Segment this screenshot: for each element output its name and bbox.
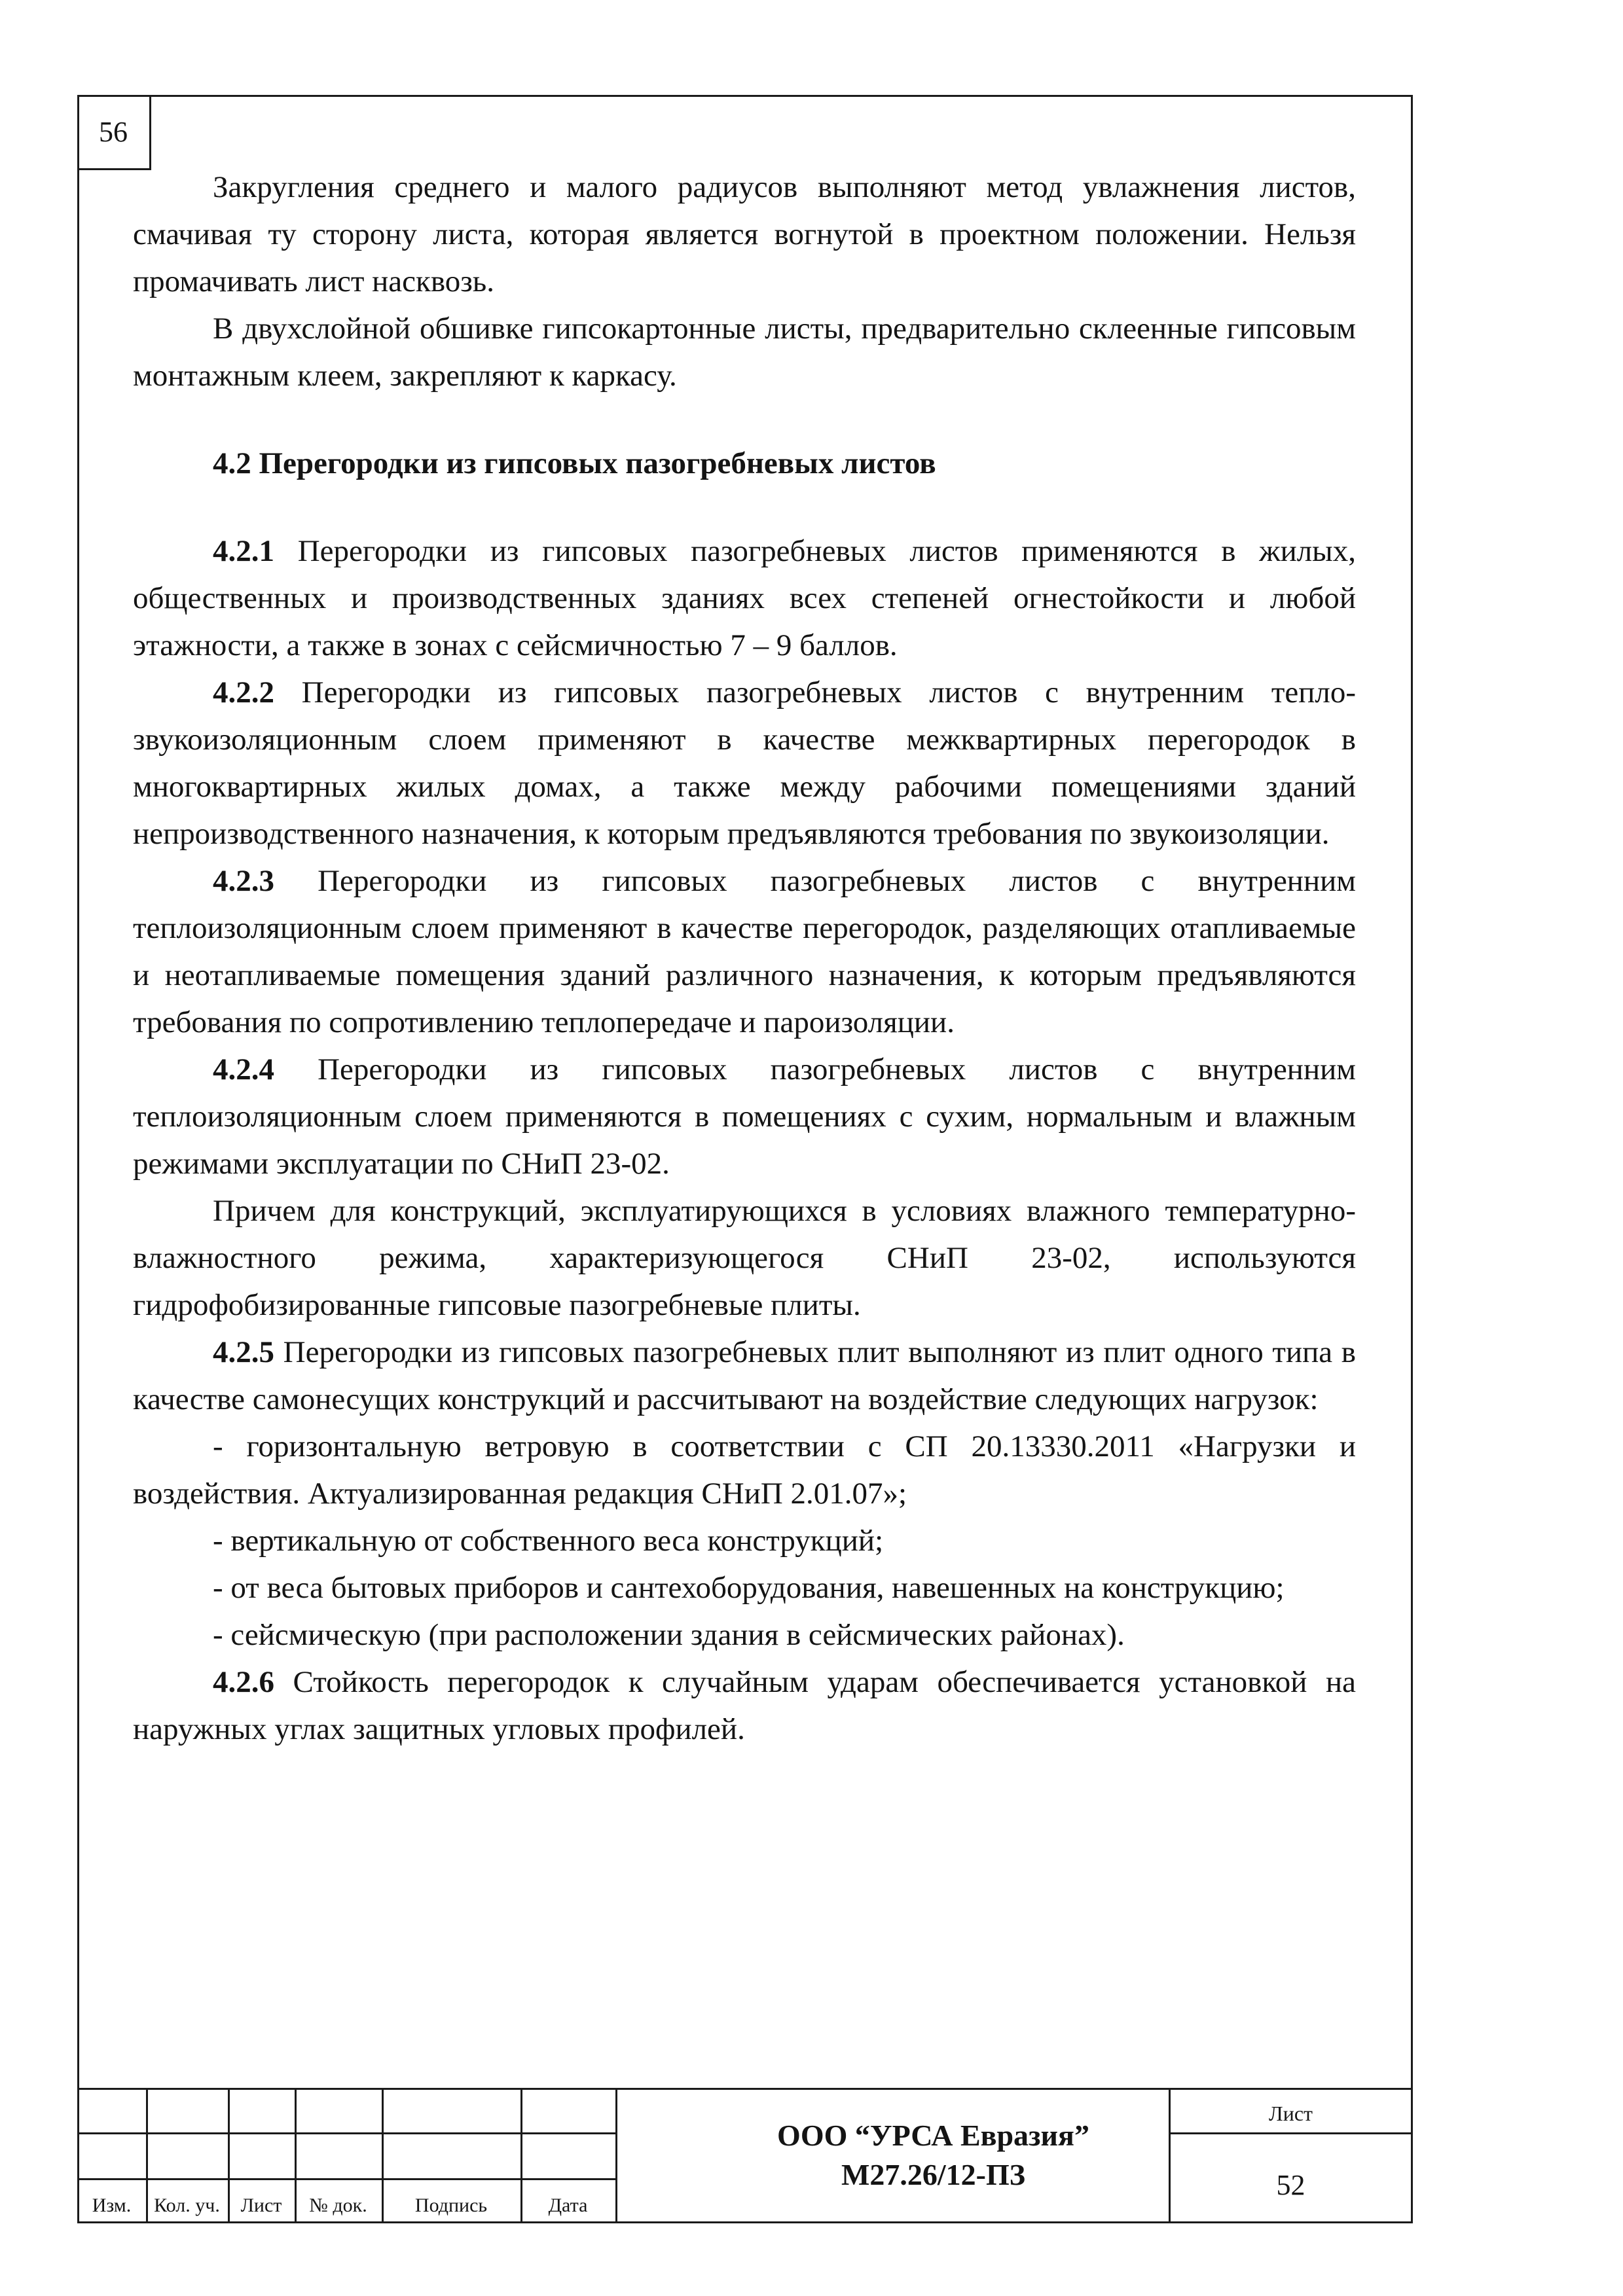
col-izm: Изм. [92,2195,132,2216]
col-date: Дата [548,2195,588,2216]
document-title [621,2116,1246,2195]
sheet-number: 52 [1276,2169,1305,2201]
clause-number: 4.2.6 [213,1665,274,1699]
clause-text: Перегородки из гипсовых пазогребневых листов применяются в жилых, общественных и производственных зданиях всех степеней огнестойкости и любой этажности, а также в зонах с сейсмичностью 7 – 9 баллов. [133,534,1356,662]
clause-4-2-3 [133,857,1356,1046]
company-name: ООО “УРСА Евразия” [777,2119,1089,2152]
list-item: - вертикальную от собственного веса конструкций; [213,1524,884,1558]
page-marker: 56 [77,95,151,170]
clause-text: Перегородки из гипсовых пазогребневых листов с внутренним тепло-звукоизоляционным слоем применяют в качестве межквартирных перегородок в многоквартирных жилых домах, а также между рабочими помещениями зданий непроизводственного назначения, к которым предъявляются требования по звукоизоляции. [133,675,1356,851]
clause-4-2-1 [133,528,1356,669]
col-doc: № док. [309,2195,367,2216]
clause-number: 4.2.3 [213,864,274,898]
clause-text: Перегородки из гипсовых пазогребневых листов с внутренним теплоизоляционным слоем применяются в помещениях с сухим, нормальным и влажным режимами эксплуатации по СНиП 23-02. [133,1052,1356,1181]
paragraph: В двухслойной обшивке гипсокартонные листы, предварительно склеенные гипсовым монтажным клеем, закрепляют к каркасу. [133,312,1356,393]
section-heading: 4.2 Перегородки из гипсовых пазогребневых листов [213,446,936,480]
col-kol: Кол. уч. [154,2195,220,2216]
clause-4-2-2 [133,669,1356,857]
clause-number: 4.2.4 [213,1052,274,1086]
list-item: - сейсмическую (при расположении здания в сейсмических районах). [213,1618,1125,1652]
clause-4-2-5 [133,1329,1356,1423]
clause-4-2-6 [133,1659,1356,1753]
clause-text: Перегородки из гипсовых пазогребневых плит выполняют из плит одного типа в качестве самонесущих конструкций и рассчитывают на воздействие следующих нагрузок: [133,1335,1356,1416]
clause-4-2-4 [133,1046,1356,1187]
paragraph: Закругления среднего и малого радиусов выполняют метод увлажнения листов, смачивая ту сторону листа, которая является вогнутой в проектном положении. Нельзя промачивать лист насквозь. [133,170,1356,298]
clause-text: Перегородки из гипсовых пазогребневых листов с внутренним теплоизоляционным слоем применяют в качестве перегородок, разделяющих отапливаемые и неотапливаемые помещения зданий различного назначения, к которым предъявляются требования по сопротивлению теплопередаче и пароизоляции. [133,864,1356,1039]
clause-number: 4.2.2 [213,675,274,709]
paragraph: Причем для конструкций, эксплуатирующихся в условиях влажного температурно-влажностного режима, характеризующегося СНиП 23-02, используются гидрофобизированные гипсовые пазогребневые плиты. [133,1194,1356,1322]
sheet-label: Лист [1268,2102,1313,2125]
title-block [77,2088,1413,2223]
list-item: - горизонтальную ветровую в соответствии с СП 20.13330.2011 «Нагрузки и воздействия. Актуализированная редакция СНиП 2.01.07»; [133,1429,1356,1511]
clause-text: Стойкость перегородок к случайным ударам обеспечивается установкой на наружных углах защитных угловых профилей. [133,1665,1356,1746]
clause-number: 4.2.1 [213,534,274,568]
clause-number: 4.2.5 [213,1335,274,1369]
document-body [133,164,1356,1753]
document-code: М27.26/12-ПЗ [841,2158,1026,2191]
col-list: Лист [240,2195,282,2216]
list-item: - от веса бытовых приборов и сантехоборудования, навешенных на конструкцию; [213,1571,1285,1605]
col-sign: Подпись [414,2195,488,2216]
